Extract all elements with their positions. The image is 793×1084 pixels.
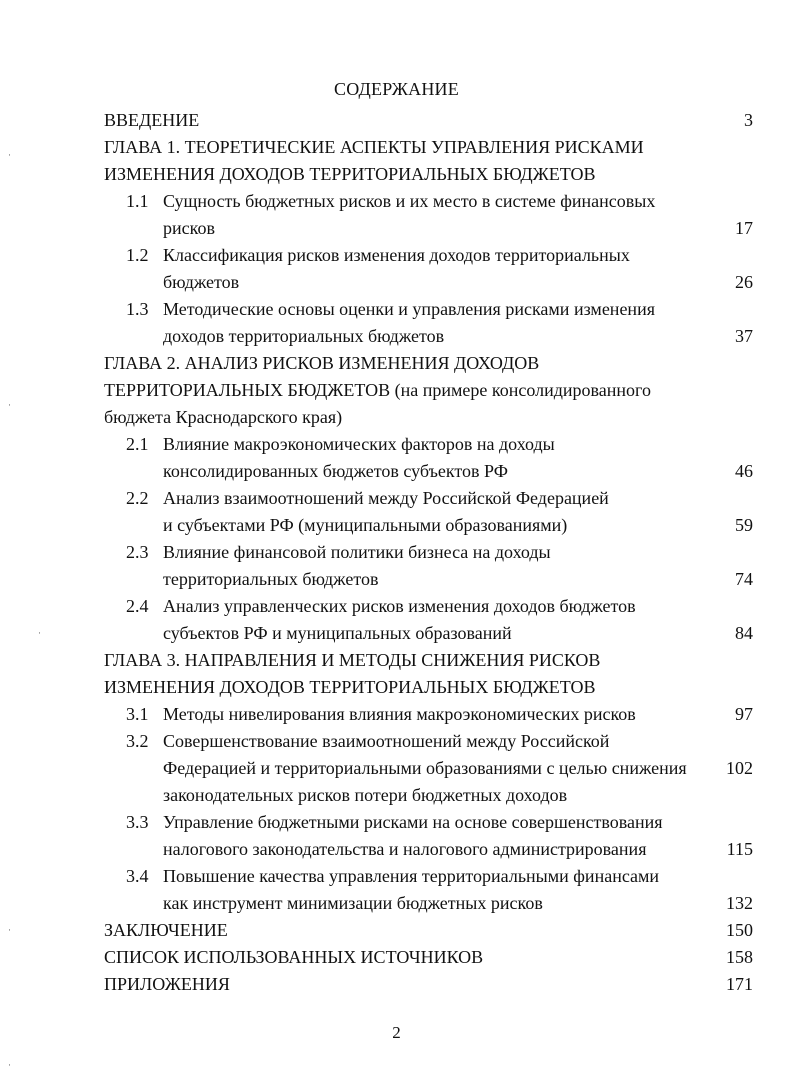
- toc-section-number: 1.3: [126, 299, 149, 319]
- toc-page-number: 115: [726, 839, 753, 859]
- toc-chapter-title[interactable]: ТЕРРИТОРИАЛЬНЫХ БЮДЖЕТОВ (на примере консолидированного: [104, 380, 651, 400]
- toc-section-title[interactable]: Анализ взаимоотношений между Российской Федерацией: [163, 488, 609, 508]
- toc-section-number: 1.2: [126, 245, 149, 265]
- toc-section-title[interactable]: Управление бюджетными рисками на основе совершенствования: [163, 812, 663, 832]
- toc-chapter-title[interactable]: ГЛАВА 3. НАПРАВЛЕНИЯ И МЕТОДЫ СНИЖЕНИЯ РИСКОВ: [104, 650, 601, 670]
- toc-section-title[interactable]: бюджетов: [163, 272, 240, 292]
- toc-section-number: 2.3: [126, 542, 149, 562]
- toc-chapter-title[interactable]: ГЛАВА 2. АНАЛИЗ РИСКОВ ИЗМЕНЕНИЯ ДОХОДОВ: [104, 353, 540, 373]
- toc-section-number: 2.1: [126, 434, 149, 454]
- toc-chapter-title[interactable]: ЗАКЛЮЧЕНИЕ: [104, 920, 228, 940]
- scan-artifact: ·: [8, 925, 11, 935]
- toc-section-title[interactable]: Совершенствование взаимоотношений между Российской: [163, 731, 610, 751]
- toc-section-number: 2.2: [126, 488, 149, 508]
- toc-page-number: 158: [726, 947, 753, 967]
- toc-page-number: 171: [726, 974, 753, 994]
- toc-chapter-title[interactable]: ГЛАВА 1. ТЕОРЕТИЧЕСКИЕ АСПЕКТЫ УПРАВЛЕНИЯ РИСКАМИ: [104, 137, 644, 157]
- toc-page-number: 150: [726, 920, 753, 940]
- toc-section-number: 3.4: [126, 866, 149, 886]
- toc-section-title[interactable]: как инструмент минимизации бюджетных рисков: [163, 893, 543, 913]
- toc-section-title[interactable]: Методы нивелирования влияния макроэкономических рисков: [163, 704, 636, 724]
- scan-artifact: ·: [8, 400, 11, 410]
- toc-chapter-title[interactable]: ПРИЛОЖЕНИЯ: [104, 974, 230, 994]
- toc-chapter-title[interactable]: ИЗМЕНЕНИЯ ДОХОДОВ ТЕРРИТОРИАЛЬНЫХ БЮДЖЕТОВ: [104, 164, 596, 184]
- toc-section-number: 1.1: [126, 191, 149, 211]
- toc-section-title[interactable]: Классификация рисков изменения доходов территориальных: [163, 245, 630, 265]
- scan-artifact: ·: [8, 150, 11, 160]
- toc-page-number: 74: [735, 569, 753, 589]
- toc-section-title[interactable]: Федерацией и территориальными образованиями с целью снижения: [163, 758, 687, 778]
- toc-page-number: 132: [726, 893, 753, 913]
- toc-section-title[interactable]: субъектов РФ и муниципальных образований: [163, 623, 512, 643]
- toc-section-title[interactable]: Сущность бюджетных рисков и их место в системе финансовых: [163, 191, 656, 211]
- toc-chapter-title[interactable]: ВВЕДЕНИЕ: [104, 110, 200, 130]
- toc-section-title[interactable]: Методические основы оценки и управления рисками изменения: [163, 299, 655, 319]
- scan-artifact: ·: [38, 628, 41, 638]
- toc-chapter-title[interactable]: ИЗМЕНЕНИЯ ДОХОДОВ ТЕРРИТОРИАЛЬНЫХ БЮДЖЕТОВ: [104, 677, 596, 697]
- scan-artifact: ·: [8, 1060, 11, 1070]
- page-number: 2: [392, 1023, 401, 1042]
- toc-section-title[interactable]: Влияние финансовой политики бизнеса на доходы: [163, 542, 551, 562]
- toc-section-title[interactable]: Влияние макроэкономических факторов на доходы: [163, 434, 555, 454]
- toc-chapter-title[interactable]: бюджета Краснодарского края): [104, 407, 343, 427]
- toc-page-number: 26: [735, 272, 753, 292]
- toc-section-title[interactable]: консолидированных бюджетов субъектов РФ: [163, 461, 508, 481]
- toc-page-number: 84: [735, 623, 753, 643]
- toc-page-number: 3: [744, 110, 753, 130]
- toc-page-number: 59: [735, 515, 753, 535]
- toc-section-title[interactable]: рисков: [163, 218, 215, 238]
- toc-section-title[interactable]: и субъектами РФ (муниципальными образованиями): [163, 515, 568, 535]
- toc-page-number: 46: [735, 461, 753, 481]
- toc-section-number: 3.2: [126, 731, 149, 751]
- toc-page-number: 37: [735, 326, 753, 346]
- toc-section-title[interactable]: территориальных бюджетов: [163, 569, 379, 589]
- toc-page-number: 17: [735, 218, 753, 238]
- toc-section-title[interactable]: законодательных рисков потери бюджетных доходов: [163, 785, 568, 805]
- toc-section-number: 2.4: [126, 596, 149, 616]
- toc-page-number: 97: [735, 704, 753, 724]
- toc-section-title[interactable]: Повышение качества управления территориальными финансами: [163, 866, 660, 886]
- toc-section-number: 3.3: [126, 812, 149, 832]
- toc-page-number: 102: [726, 758, 753, 778]
- toc-chapter-title[interactable]: СПИСОК ИСПОЛЬЗОВАННЫХ ИСТОЧНИКОВ: [104, 947, 484, 967]
- toc-section-number: 3.1: [126, 704, 149, 724]
- page-title: СОДЕРЖАНИЕ: [334, 79, 459, 99]
- toc-section-title[interactable]: Анализ управленческих рисков изменения доходов бюджетов: [163, 596, 636, 616]
- toc-section-title[interactable]: доходов территориальных бюджетов: [163, 326, 445, 346]
- toc-section-title[interactable]: налогового законодательства и налогового администрирования: [163, 839, 647, 859]
